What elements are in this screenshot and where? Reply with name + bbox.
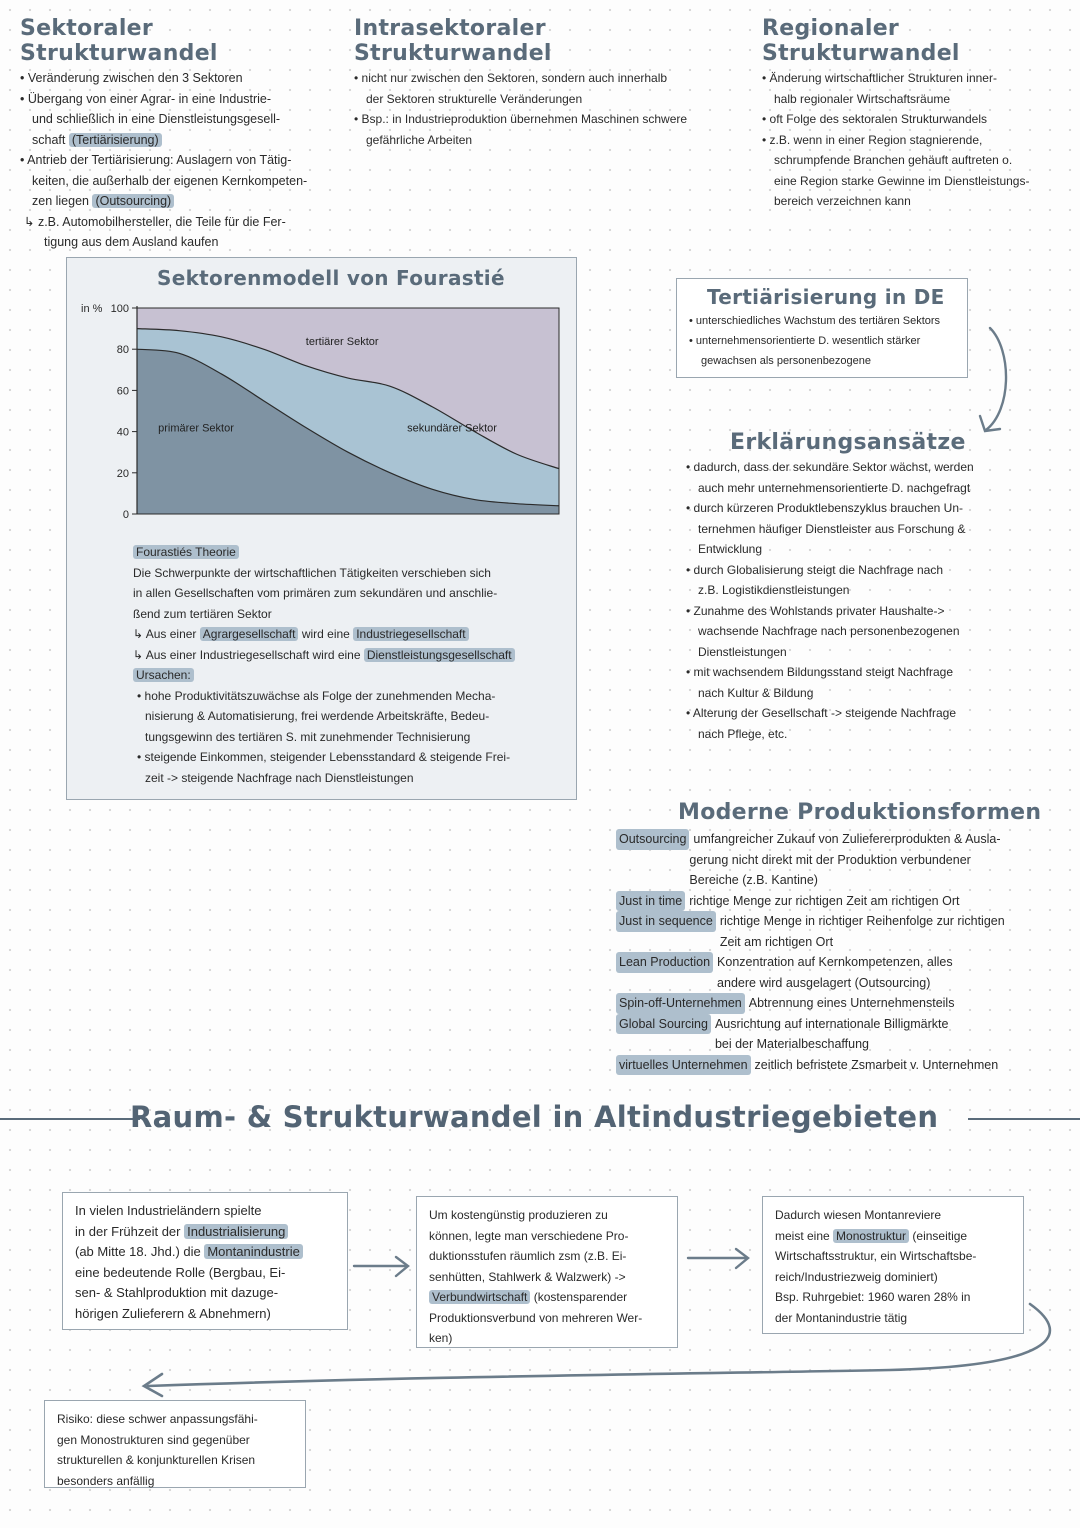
- text-line: richtige Menge zur richtigen Zeit am richtigen Ort: [689, 893, 960, 908]
- text-line: umfangreicher Zukauf von Zuliefererprodukten & Ausla-: [693, 832, 1001, 846]
- term-spin-off: Spin-off-Unternehmen: [616, 993, 745, 1014]
- text-line: besonders anfällig: [57, 1473, 155, 1488]
- term-lean-production: Lean Production: [616, 952, 713, 973]
- text-line: duktionsstufen räumlich zsm (z.B. Ei-: [429, 1249, 627, 1263]
- secondary-sector-label: sekundärer Sektor: [407, 422, 497, 435]
- text-span: (ab Mitte 18. Jhd.) die: [75, 1244, 205, 1259]
- list-item: [616, 1055, 1072, 1076]
- text-line: gefährliche Arbeiten: [366, 132, 473, 147]
- modern-title: Moderne Produktionsformen: [678, 800, 1042, 825]
- text-line: reich/Industriezweig dominiert): [775, 1269, 938, 1284]
- regional-section: [762, 16, 1067, 212]
- text-line: ternehmen häufiger Dienstleister aus Forschung &: [698, 521, 966, 536]
- raum-divider-left: [0, 1118, 140, 1120]
- text-line: Dadurch wiesen Montanreviere: [775, 1208, 942, 1222]
- text-line: eine bedeutende Rolle (Bergbau, Ei-: [75, 1264, 286, 1280]
- y-tick-label: 60: [116, 385, 129, 398]
- text-line: Konzentration auf Kernkompetenzen, alles: [717, 955, 953, 969]
- modern-list: [616, 829, 1072, 1075]
- text-span: zen liegen: [32, 194, 93, 208]
- highlight-term: Dienstleistungsgesellschaft: [364, 648, 515, 662]
- highlight-term: (Tertiärisierung): [69, 133, 162, 147]
- text-line: senhütten, Stahlwerk & Walzwerk) ->: [429, 1269, 626, 1284]
- list-item: [616, 993, 1072, 1014]
- text-line: • dadurch, dass der sekundäre Sektor wächst, werden: [686, 460, 974, 474]
- text-line: eine Region starke Gewinne im Dienstleistungs-: [774, 173, 1030, 188]
- text-line: • z.B. wenn in einer Region stagnierende,: [762, 132, 983, 147]
- text-line: zeit -> steigende Nachfrage nach Dienstleistungen: [145, 770, 414, 785]
- text-line: • Alterung der Gesellschaft -> steigende Nachfrage: [686, 706, 957, 720]
- text-span: wird eine: [298, 627, 354, 641]
- term-just-in-sequence: Just in sequence: [616, 911, 716, 932]
- primary-sector-label: primärer Sektor: [158, 422, 234, 435]
- text-line: der Sektoren strukturelle Veränderungen: [366, 91, 583, 106]
- text-line: können, legte man verschiedene Pro-: [429, 1228, 629, 1243]
- text-line: Produktionsverbund von mehreren Wer-: [429, 1310, 643, 1325]
- tertiary-sector-label: tertiärer Sektor: [305, 336, 379, 349]
- raum-divider-right: [968, 1118, 1080, 1120]
- text-line: • oft Folge des sektoralen Strukturwandels: [762, 112, 987, 126]
- erklaerung-list: [686, 457, 1006, 744]
- modern-section: [616, 800, 1072, 1075]
- text-span: in der Frühzeit der: [75, 1223, 185, 1239]
- text-line: • steigende Einkommen, steigender Lebensstandard & steigende Frei-: [137, 750, 511, 764]
- text-line: Dienstleistungen: [698, 644, 787, 659]
- text-line: Bereiche (z.B. Kantine): [689, 873, 818, 887]
- y-tick-label: 80: [116, 344, 129, 357]
- text-line: strukturellen & konjunkturellen Krisen: [57, 1453, 256, 1467]
- list-item: [616, 891, 1072, 912]
- text-line: Abtrennung eines Unternehmensteils: [748, 996, 955, 1010]
- sektoral-title: Sektoraler Strukturwandel: [20, 16, 218, 66]
- text-line: • Übergang von einer Agrar- in eine Industrie-: [20, 91, 272, 106]
- text-line: • unternehmensorientierte D. wesentlich stärker: [689, 335, 921, 347]
- highlight-term: Industrialisierung: [184, 1224, 288, 1239]
- list-item: [616, 1014, 1072, 1055]
- regional-title: Regionaler Strukturwandel: [762, 16, 960, 66]
- text-line: wachsende Nachfrage nach personenbezogenen: [698, 624, 960, 638]
- text-span: (kostensparender: [530, 1290, 628, 1304]
- text-line: gen Monostrukturen sind gegenüber: [57, 1432, 250, 1447]
- text-line: ßend zum tertiären Sektor: [133, 606, 272, 621]
- text-line: • Bsp.: in Industrieproduktion übernehmen Maschinen schwere: [354, 112, 688, 126]
- text-line: Wirtschaftsstruktur, ein Wirtschaftsbe-: [775, 1249, 977, 1263]
- text-line: Zeit am richtigen Ort: [719, 934, 834, 949]
- text-line: [20, 130, 340, 151]
- y-tick-label: 20: [116, 467, 129, 480]
- text-span: schaft: [32, 132, 69, 147]
- text-line: • mit wachsendem Bildungsstand steigt Nachfrage: [686, 665, 954, 679]
- text-span: ↳ Aus einer: [133, 627, 200, 641]
- text-line: [75, 1242, 335, 1263]
- highlight-term: Verbundwirtschaft: [429, 1290, 530, 1304]
- text-line: [775, 1226, 1011, 1247]
- tertiaer-de-title: Tertiärisierung in DE: [707, 285, 945, 309]
- fourastie-chart: [71, 288, 571, 553]
- text-line: in allen Gesellschaften vom primären zum sekundären und anschlie-: [133, 586, 498, 600]
- text-line: auch mehr unternehmensorientierte D. nachgefragt: [698, 480, 971, 495]
- highlight-term: Montanindustrie: [204, 1244, 303, 1259]
- text-line: [133, 624, 573, 645]
- curved-return-arrow-icon: [130, 1296, 1070, 1406]
- text-line: richtige Menge in richtiger Reihenfolge zur richtigen: [719, 914, 1005, 928]
- text-line: Risiko: diese schwer anpassungsfähi-: [57, 1412, 258, 1426]
- arrow-right-icon: [684, 1244, 754, 1274]
- text-line: In vielen Industrieländern spielte: [75, 1203, 262, 1218]
- tertiaer-de-text: [689, 311, 955, 371]
- text-line: • durch kürzeren Produktlebenszyklus brauchen Un-: [686, 501, 964, 515]
- text-line: und schließlich in eine Dienstleistungsgesell-: [32, 112, 281, 126]
- text-span: meist eine: [775, 1228, 834, 1243]
- highlight-term: (Outsourcing): [92, 194, 174, 208]
- text-line: gerung nicht direkt mit der Produktion verbundener: [689, 852, 971, 867]
- intrasektoral-section: [354, 16, 739, 150]
- text-line: [133, 645, 573, 666]
- text-line: [20, 191, 340, 212]
- text-line: keiten, die außerhalb der eigenen Kernkompeten-: [32, 173, 308, 188]
- raum-title: Raum- & Strukturwandel in Altindustriegebieten: [130, 1100, 939, 1134]
- highlight-term: Industriegesellschaft: [353, 627, 468, 641]
- curved-arrow-icon: [972, 320, 1022, 440]
- list-item: [616, 911, 1072, 952]
- text-line: Ausrichtung auf internationale Billigmärkte: [714, 1016, 949, 1031]
- chart-axis-layer: [81, 303, 137, 521]
- text-line: • hohe Produktivitätszuwächse als Folge der zunehmenden Mecha-: [137, 688, 496, 703]
- highlight-term: Agrargesellschaft: [200, 627, 299, 641]
- tertiaer-de-box: [676, 278, 968, 378]
- theory-label: Fourastiés Theorie: [133, 545, 239, 559]
- text-line: • Zunahme des Wohlstands privater Haushalte->: [686, 603, 945, 618]
- text-line: der Montanindustrie tätig: [775, 1310, 908, 1325]
- term-just-in-time: Just in time: [616, 891, 685, 912]
- y-tick-label: 100: [110, 303, 129, 315]
- raum-box-4: [44, 1400, 306, 1488]
- text-line: • durch Globalisierung steigt die Nachfrage nach: [686, 562, 944, 577]
- intrasektoral-title: Intrasektoraler Strukturwandel: [354, 16, 552, 66]
- text-line: tungsgewinn des tertiären S. mit zunehmender Technisierung: [145, 729, 471, 744]
- text-line: sen- & Stahlproduktion mit dazuge-: [75, 1285, 279, 1300]
- text-line: Um kostengünstig produzieren zu: [429, 1208, 608, 1222]
- y-axis-label: in %: [81, 303, 103, 315]
- text-line: tigung aus dem Ausland kaufen: [44, 235, 219, 249]
- sektoral-section: [20, 16, 340, 253]
- text-line: nach Pflege, etc.: [698, 726, 788, 741]
- text-line: schrumpfende Branchen gehäuft auftreten o.: [774, 153, 1013, 167]
- text-line: z.B. Logistikdienstleistungen: [698, 583, 850, 597]
- text-line: gewachsen als personenbezogene: [701, 355, 872, 367]
- text-line: • unterschiedliches Wachstum des tertiären Sektors: [689, 315, 941, 327]
- text-line: Entwicklung: [698, 542, 763, 556]
- text-line: hörigen Zulieferern & Abnehmern): [75, 1305, 271, 1321]
- text-span: (einseitige: [909, 1228, 968, 1243]
- text-line: bereich verzeichnen kann: [774, 194, 911, 208]
- list-item: [616, 829, 1072, 891]
- term-virtuelles-unternehmen: virtuelles Unternehmen: [616, 1055, 751, 1076]
- text-line: • nicht nur zwischen den Sektoren, sondern auch innerhalb: [354, 71, 668, 85]
- text-line: Bsp. Ruhrgebiet: 1960 waren 28% in: [775, 1290, 971, 1304]
- y-tick-label: 0: [122, 509, 129, 521]
- text-line: Die Schwerpunkte der wirtschaftlichen Tätigkeiten verschieben sich: [133, 565, 491, 580]
- text-line: [75, 1222, 335, 1243]
- text-line: • Änderung wirtschaftlicher Strukturen inner-: [762, 71, 997, 85]
- regional-text: [762, 68, 1067, 212]
- fourastie-box: [66, 257, 577, 800]
- list-item: [616, 952, 1072, 993]
- fourastie-theory: [133, 542, 573, 788]
- text-line: halb regionaler Wirtschaftsräume: [774, 91, 951, 106]
- text-line: ken): [429, 1331, 453, 1345]
- text-line: zeitlich befristete Zsmarbeit v. Unternehmen: [754, 1057, 999, 1072]
- text-line: ↳ z.B. Automobilhersteller, die Teile für die Fer-: [24, 214, 286, 229]
- sektoral-text: [20, 68, 340, 253]
- causes-label: Ursachen:: [133, 668, 194, 682]
- fourastie-title: Sektorenmodell von Fourastié: [157, 266, 505, 290]
- y-tick-label: 40: [116, 426, 129, 439]
- text-line: • Antrieb der Tertiärisierung: Auslagern von Tätig-: [20, 153, 292, 167]
- text-line: • Veränderung zwischen den 3 Sektoren: [20, 71, 243, 85]
- text-line: nisierung & Automatisierung, frei werdende Arbeitskräfte, Bedeu-: [145, 709, 490, 723]
- text-line: nach Kultur & Bildung: [698, 685, 814, 700]
- erklaerung-section: [686, 430, 1006, 744]
- intrasektoral-text: [354, 68, 739, 150]
- erklaerung-title: Erklärungsansätze: [730, 430, 966, 455]
- text-line: andere wird ausgelagert (Outsourcing): [717, 975, 931, 990]
- term-outsourcing: Outsourcing: [616, 829, 689, 850]
- arrow-right-icon: [350, 1252, 414, 1282]
- term-global-sourcing: Global Sourcing: [616, 1014, 711, 1035]
- text-line: bei der Materialbeschaffung: [714, 1037, 869, 1051]
- highlight-term: Monostruktur: [833, 1229, 909, 1243]
- text-span: ↳ Aus einer Industriegesellschaft wird eine: [133, 647, 364, 662]
